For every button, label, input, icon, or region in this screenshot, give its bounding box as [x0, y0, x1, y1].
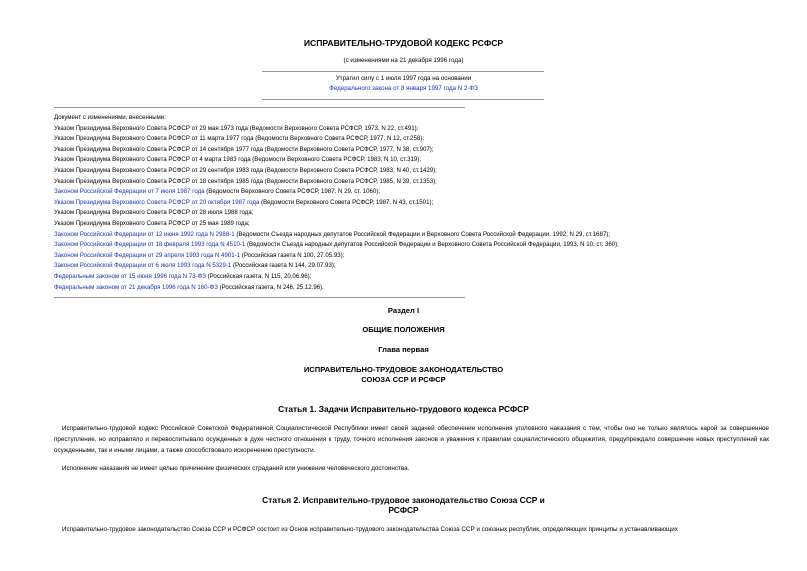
changes-intro: Документ с изменениями, внесенными:: [54, 114, 166, 121]
change-link[interactable]: Федеральным законом от 21 декабря 1996 года N 160-ФЗ: [54, 283, 218, 291]
list-item: [54, 261, 794, 272]
list-item: [54, 177, 794, 188]
change-text: Указом Президиума Верховного Совета РСФСР от 11 марта 1977 года (Ведомости Верховного Совета РСФСР, 1977, N 12, ст.258);: [54, 135, 424, 143]
chapter-title-line-1: ИСПРАВИТЕЛЬНО-ТРУДОВОЕ ЗАКОНОДАТЕЛЬСТВО: [303, 365, 504, 374]
document-title: ИСПРАВИТЕЛЬНО-ТРУДОВОЙ КОДЕКС РСФСР: [303, 38, 504, 48]
article-2-title-line-1: Статья 2. Исправительно-трудовое законодательство Союза ССР и: [262, 495, 545, 505]
list-item: [54, 240, 794, 251]
change-link[interactable]: Законом Российской Федерации от 29 апреля 1993 года N 4901-1: [54, 251, 241, 259]
change-link[interactable]: Законом Российской Федерации от 18 февраля 1993 года N 4510-1: [54, 241, 246, 249]
change-link[interactable]: Указом Президиума Верховного Совета РСФСР от 20 октября 1987 года: [54, 198, 260, 206]
change-text: Указом Президиума Верховного Совета РСФСР от 18 сентября 1985 года (Ведомости Верховного Совета РСФСР, 1985, N 39, ст.1353);: [54, 177, 437, 185]
list-item: [54, 283, 794, 294]
change-link[interactable]: Законом Российской Федерации от 6 июля 1993 года N 5329-1: [54, 262, 232, 270]
change-text: Указом Президиума Верховного Совета РСФСР от 25 мая 1989 года;: [54, 219, 250, 227]
change-link[interactable]: Законом Российской Федерации от 12 июня 1992 года N 2988-1: [54, 230, 235, 238]
list-item: [54, 166, 794, 177]
document-subtitle: (с изменениями на 21 декабря 1996 года): [343, 57, 464, 64]
list-item: [54, 230, 794, 241]
article-1-paragraph-2: Исполнение наказания не имеет целью причинение физических страданий или унижение человеческого достоинства.: [62, 465, 410, 472]
change-text: (Ведомости Верховного Совета РСФСР, 1987, N 43, ст.1501);: [259, 198, 434, 206]
change-text: (Ведомости Съезда народных депутатов Российской Федерации и Верховного Совета Российской Федерации, 1992, N 29, ст.1687);: [234, 230, 610, 238]
list-item: [54, 155, 794, 166]
change-text: Указом Президиума Верховного Совета РСФСР от 28 июля 1988 года;: [54, 209, 254, 217]
divider: [54, 297, 465, 298]
list-item: [54, 187, 794, 198]
article-2-paragraph-1: Исправительно-трудовое законодательство Союза ССР и РСФСР состоит из Основ исправительно-трудового законодательства Союза ССР и союзных республик, определяющих принципы и устанавливающих: [62, 526, 678, 533]
change-text: Указом Президиума Верховного Совета РСФСР от 4 марта 1983 года (Ведомости Верховного Совета РСФСР, 1983, N 10, ст.319);: [54, 156, 422, 164]
divider: [54, 107, 465, 108]
change-text: Указом Президиума Верховного Совета РСФСР от 14 сентября 1977 года (Ведомости Верховного Совета РСФСР, 1977, N 38, ст.907);: [54, 145, 434, 153]
change-text: (Российская газета N 100, 27.05.93);: [240, 251, 345, 259]
change-text: Указом Президиума Верховного Совета РСФСР от 29 мая 1973 года (Ведомости Верховного Совета РСФСР, 1973, N 22, ст.491);: [54, 124, 419, 132]
list-item: [54, 145, 794, 156]
lost-force-link[interactable]: Федерального закона от 8 января 1997 года N 2-ФЗ: [329, 85, 478, 92]
list-item: [54, 208, 794, 219]
lost-force-note: Утратил силу с 1 июля 1997 года на основании: [335, 75, 472, 82]
list-item: [54, 198, 794, 209]
list-item: [54, 124, 794, 135]
article-2-title-line-2: РСФСР: [388, 505, 419, 515]
change-text: (Ведомости Съезда народных депутатов Российской Федерации и Верховного Совета Российской Федерации, 1993, N 10, ст. 360);: [245, 241, 619, 249]
changes-list: [54, 113, 794, 293]
divider: [262, 71, 544, 72]
change-link[interactable]: Федеральным законом от 15 июня 1996 года N 73-ФЗ: [54, 272, 206, 280]
change-link[interactable]: Законом Российской Федерации от 7 июля 1987 года: [54, 188, 205, 196]
section-title: ОБЩИЕ ПОЛОЖЕНИЯ: [362, 325, 445, 334]
list-item: [54, 219, 794, 230]
article-1-paragraph-1: Исправительно-трудовой кодекс Российской Советской Федеративной Социалистической Республики имеет своей задачей обеспечение исполнения уголовного наказания с тем, чтобы оно не только являлось карой за совершенное преступление, но исправляло и перевоспитывало осужденных в духе честного отношения к труду, точного исполнения законов и уважения к правилам социалистического общежития, предупреждало совершение новых преступлений как осужденными, так и иными лицами, а также способствовало искоренению преступности.: [54, 425, 769, 454]
section-label: Раздел I: [387, 306, 420, 315]
list-item: [54, 134, 794, 145]
change-text: Указом Президиума Верховного Совета РСФСР от 29 сентября 1983 года (Ведомости Верховного Совета РСФСР, 1983, N 40, ст.1429);: [54, 166, 437, 174]
change-text: (Российская газета, N 115, 20.06.96);: [205, 272, 312, 280]
divider: [262, 99, 544, 100]
list-item: [54, 251, 794, 262]
change-text: (Российская газета, N 246, 25.12.96).: [217, 283, 324, 291]
chapter-title-line-2: СОЮЗА ССР И РСФСР: [361, 375, 446, 384]
change-text: (Российская газета N 144, 29.07.93);: [231, 262, 336, 270]
article-1-title: Статья 1. Задачи Исправительно-трудового кодекса РСФСР: [278, 404, 529, 414]
list-item: [54, 272, 794, 283]
chapter-label: Глава первая: [378, 345, 429, 354]
change-text: (Ведомости Верховного Совета РСФСР, 1987, N 29, ст. 1060);: [204, 188, 381, 196]
